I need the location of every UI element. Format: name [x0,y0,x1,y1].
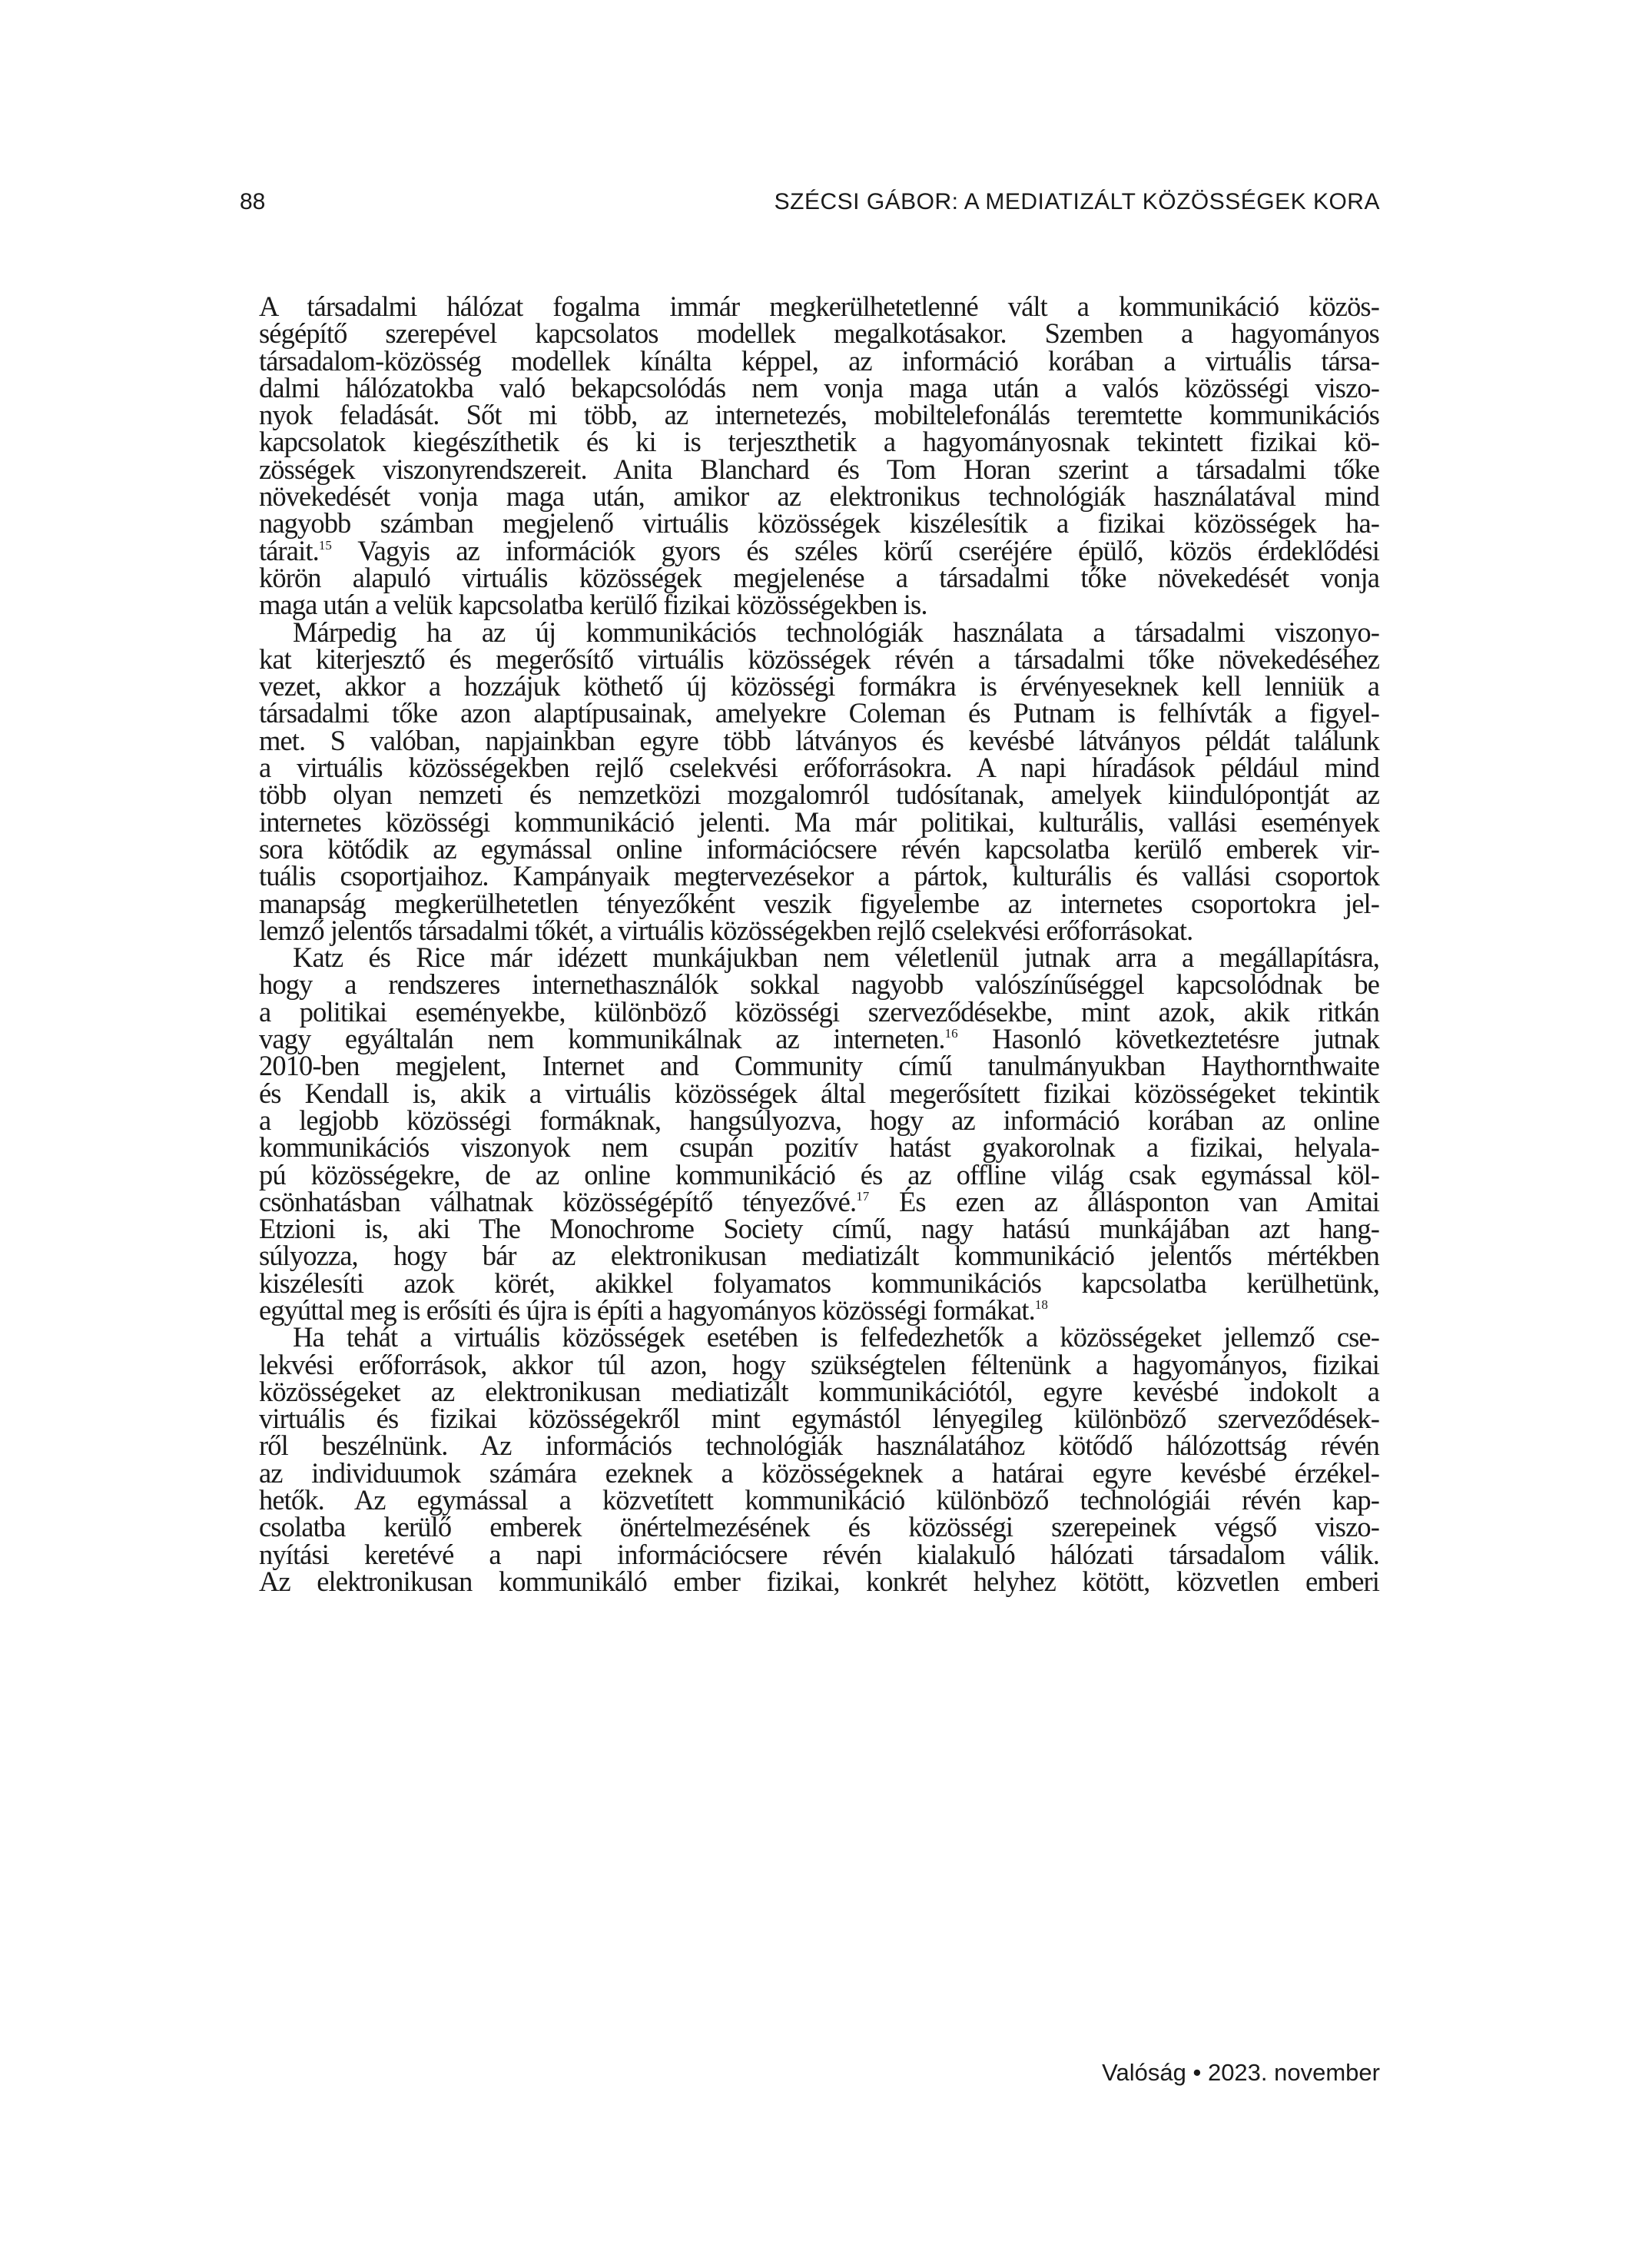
footnote-marker[interactable]: 18 [1034,1297,1048,1312]
text-line: hogy a rendszeres internethasználók sokkal nagyobb valószínűséggel kapcsolódnak be [259,968,1379,1001]
text-line: manapság megkerülhetetlen tényezőként veszik figyelembe az internetes csoportokra jel- [259,887,1379,919]
text-line: sora kötődik az egymással online információcsere révén kapcsolatba kerülő emberek vir- [259,832,1379,865]
text-line: több olyan nemzeti és nemzetközi mozgalomról tudósítanak, amelyek kiindulópontját az [259,779,1379,811]
text-line: Ha tehát a virtuális közösségek esetében is felfedezhetők a közösségeket jellemző cse- [293,1321,1379,1353]
text-line: ről beszélnünk. Az információs technológiák használatához kötődő hálózottság révén [259,1430,1379,1462]
text-line: Márpedig ha az új kommunikációs technológiák használata a társadalmi viszonyo- [293,616,1379,648]
text-line: tuális csoportjaihoz. Kampányaik megtervezésekor a pártok, kulturális és vallási csoportok [259,860,1379,892]
text-line: Az elektronikusan kommunikáló ember fizikai, konkrét helyhez kötött, közvetlen emberi [259,1565,1379,1597]
text-line: lekvési erőforrások, akkor túl azon, hogy szükségtelen féltenünk a hagyományos, fizikai [259,1348,1379,1380]
text-line: 2010-ben megjelent, Internet and Community című tanulmányukban Haythornthwaite [259,1050,1379,1082]
text-line: közösségeket az elektronikusan mediatizált kommunikációtól, egyre kevésbé indokolt a [259,1375,1379,1407]
text-line: csönhatásban válhatnak közösségépítő tényezővé.$^{17}$ És ezen az állásponton van Amitai [259,1185,1379,1217]
footer-separator: • [1192,2059,1202,2086]
text-line: vezet, akkor a hozzájuk köthető új közösségi formákra is érvényeseknek kell lenniük a [259,670,1379,702]
page-number: 88 [240,189,266,214]
footnote-marker[interactable]: 15 [318,537,332,553]
text-line: kiszélesíti azok körét, akikkel folyamatos kommunikációs kapcsolatba kerülhetünk, [259,1267,1379,1299]
text-line: Katz és Rice már idézett munkájukban nem véletlenül jutnak arra a megállapításra, [293,941,1379,974]
text-line: pú közösségekre, de az online kommunikáció és az offline világ csak egymással köl- [259,1158,1379,1190]
text-line: növekedését vonja maga után, amikor az elektronikus technológiák használatával mind [259,480,1379,513]
text-line: nyítási keretévé a napi információcsere révén kialakuló hálózati társadalom válik. [259,1538,1379,1570]
text-line: társadalmi tőke azon alaptípusainak, amelyekre Coleman és Putnam is felhívták a figyel- [259,697,1379,729]
text-line: kommunikációs viszonyok nem csupán pozitív hatást gyakorolnak a fizikai, helyala- [259,1131,1379,1164]
footnote-marker[interactable]: 16 [944,1026,958,1041]
text-line: a virtuális közösségekben rejlő cselekvési erőforrásokra. A napi híradások például mind [259,752,1379,784]
text-line: nagyobb számban megjelenő virtuális közösségek kiszélesítik a fizikai közösségek ha- [259,507,1379,540]
text-line: dalmi hálózatokba való bekapcsolódás nem vonja maga után a valós közösségi viszo- [259,371,1379,403]
text-line: az individuumok számára ezeknek a közösségeknek a határai egyre kevésbé érzékel- [259,1456,1379,1489]
text-line: maga után a velük kapcsolatba kerülő fizikai közösségekben is. [259,589,927,621]
text-line: lemző jelentős társadalmi tőkét, a virtuális közösségekben rejlő cselekvési erőforrásokat. [259,914,1193,946]
text-line: ségépítő szerepével kapcsolatos modellek megalkotásakor. Szemben a hagyományos [259,317,1379,350]
paragraph [259,941,1379,1326]
text-line: a politikai eseményekbe, különböző közösségi szerveződésekbe, mint azok, akik ritkán [259,995,1379,1028]
text-line: kat kiterjesztő és megerősítő virtuális közösségek révén a társadalmi tőke növekedéséhez [259,643,1379,675]
text-line: zösségek viszonyrendszereit. Anita Blanchard és Tom Horan szerint a társadalmi tőke [259,453,1379,485]
footnote-marker[interactable]: 17 [856,1188,870,1204]
text-line: a legjobb közösségi formáknak, hangsúlyozva, hogy az információ korában az online [259,1104,1379,1136]
text-line: tárait.$^{15}$ Vagyis az információk gyors és széles körű cseréjére épülő, közös érdeklődési [259,534,1379,566]
text-line: vagy egyáltalán nem kommunikálnak az interneten.$^{16}$ Hasonló következtetésre jutnak [259,1023,1379,1055]
text-line: egyúttal meg is erősíti és újra is építi a hagyományos közösségi formákat.$^{18}$ [259,1293,1048,1326]
text-line: internetes közösségi kommunikáció jelenti. Ma már politikai, kulturális, vallási események [259,805,1379,838]
text-line: súlyozza, hogy bár az elektronikusan mediatizált kommunikáció jelentős mértékben [259,1240,1379,1272]
running-head: SZÉCSI GÁBOR: A MEDIATIZÁLT KÖZÖSSÉGEK KORA [774,189,1380,214]
article-body [259,293,1379,1595]
page-footer [1102,2059,1380,2087]
page-header [240,189,1380,220]
text-line: társadalom-közösség modellek kínálta képpel, az információ korában a virtuális társa- [259,344,1379,377]
text-line: Etzioni is, aki The Monochrome Society című, nagy hatású munkájában azt hang- [259,1213,1379,1245]
text-line: és Kendall is, akik a virtuális közösségek által megerősített fizikai közösségeket tekintik [259,1077,1379,1109]
paragraph [259,616,1379,946]
text-line: kapcsolatok kiegészíthetik és ki is terjeszthetik a hagyományosnak tekintett fizikai kö- [259,426,1379,458]
journal-name: Valóság [1102,2059,1186,2086]
paragraph [259,293,1379,619]
text-line: nyok feladását. Sőt mi több, az internetezés, mobiltelefonálás teremtette kommunikációs [259,399,1379,431]
text-line: körön alapuló virtuális közösségek megjelenése a társadalmi tőke növekedését vonja [259,561,1379,593]
text-line: virtuális és fizikai közösségekről mint egymástól lényegileg különböző szerveződések- [259,1403,1379,1435]
text-line: hetők. Az egymással a közvetített kommunikáció különböző technológiái révén kap- [259,1484,1379,1516]
text-line: met. S valóban, napjainkban egyre több látványos és kevésbé látványos példát találunk [259,724,1379,756]
paragraph [259,1323,1379,1595]
issue-date: 2023. november [1207,2059,1380,2086]
text-line: A társadalmi hálózat fogalma immár megkerülhetetlenné vált a kommunikáció közös- [259,291,1379,322]
text-line: csolatba kerülő emberek önértelmezésének és közösségi szerepeinek végső viszo- [259,1511,1379,1543]
